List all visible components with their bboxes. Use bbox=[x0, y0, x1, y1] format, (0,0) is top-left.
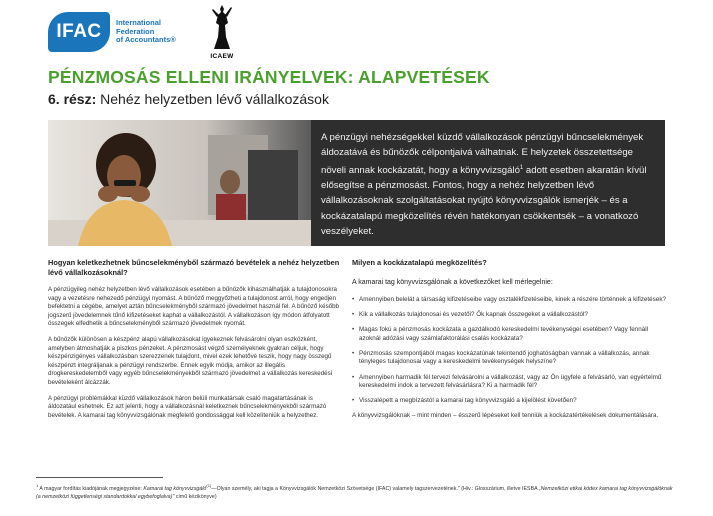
footnote bbox=[36, 482, 676, 501]
left-paragraph: A pénzügyi problémákkal küzdő vállalkozások háron belüli munkatársak csaló magatartásának is áldozatául eshetnek. Ez azt jelenti, hogy a vállalkozásnál keletkeznek bűncselekményekből származó bevételek. A kamarai tag könyvvizsgálónak megfelelő gondossággal kell közelíteniük a helyzethez. bbox=[48, 394, 327, 419]
page-header bbox=[0, 0, 713, 70]
page-subtitle bbox=[48, 91, 329, 107]
footnote-term: Kamarai tag könyvvizsgáló bbox=[143, 485, 207, 492]
hero-text-part-2: adott esetben akaratán kívül elősegítse a pénzmosást. Fontos, hogy a nehéz helyzetben lévő vállalkozásoknak szolgáltatásokat nyújtó könyvvizsgálók ismerjék – és a kockázatalapú megközelítés révén hatékonyan csökkentsék – a vonatkozó veszélyeket. bbox=[321, 164, 647, 237]
list-item: • Visszalépett a megbízástól a kamarai tag könyvvizsgáló a kijelölést követően? bbox=[352, 397, 670, 406]
subtitle-text: Nehéz helyzetben lévő vállalkozások bbox=[96, 91, 329, 107]
footnote-middle: —Olyan személy, aki tagja a Könyvvizsgálók Nemzetközi Szövetsége (IFAC) valamely tagszervezetének." (Hiv.: Glosszárium, illetve IESBA bbox=[211, 485, 539, 492]
ifac-line-2: Federation bbox=[116, 26, 155, 36]
hero-footnote-ref: 1 bbox=[519, 164, 524, 171]
footnote-number: 1 bbox=[36, 483, 39, 488]
right-intro: A kamarai tag könyvvizsgálónak a következőket kell mérlegelnie: bbox=[352, 279, 553, 286]
left-paragraph: A bűnözők különösen a készpénz alapú vállalkozásokat igyekeznek felvásárolni olyan eszközként, amelyben átmoshatják a piszkos pénzeket. A pénzmosást végző személyeknek gyakran céljuk, hogy készpénzigényes vállalkozásban szerezzenek tulajdont, mivel ezek lehetővé teszik, hogy nagy összegű készpénzt integráljanak a pénzügyi rendszerbe. Ennek egyik módja, amikor az illegális drogkereskedelemből vagy egyéb bűncselekményekből származó jövedelmet a vállalkozás kereskedési bevételeként álcázzák. bbox=[48, 335, 333, 386]
right-closing: A könyvvizsgálóknak – mint minden – ésszerű lépéseket kell tenniük a kockázatértékelések dokumentálására. bbox=[352, 412, 659, 420]
footnote-source: „Nemzetközi etikai kódex kamarai tag könyvvizsgálóknak (a nemzetközi függetlenségi standardokkal egybefoglalva)" bbox=[36, 485, 673, 500]
list-item: • Kik a vállalkozás tulajdonosai és vezetői? Ők kapnak összegeket a vállalkozástól? bbox=[352, 311, 670, 320]
ifac-wordmark bbox=[116, 19, 206, 45]
footnote-divider bbox=[36, 477, 163, 478]
list-item: • Magas fokú a pénzmosás kockázata a gazdálkodó kereskedelmi tevékenységei esetében? Vagy fennáll azoknál adózási vagy számlafaktorálási csalás kockázata? bbox=[352, 326, 670, 343]
footnote-lead: A magyar fordítás kiadójának megjegyzése: bbox=[38, 485, 144, 492]
subtitle-part: 6. rész: bbox=[48, 91, 97, 107]
icaew-crest-icon bbox=[211, 3, 233, 51]
hero-text bbox=[311, 120, 665, 246]
risk-questions-list bbox=[352, 296, 670, 406]
left-heading: Hogyan keletkezhetnek bűncselekményből származó bevételek a nehéz helyzetben lévő vállalkozásoknál? bbox=[48, 258, 340, 277]
footnote-end: című kézikönyve) bbox=[174, 493, 217, 500]
ifac-line-3: of Accountants® bbox=[116, 35, 176, 44]
left-paragraph: A pénzügyileg nehéz helyzetben lévő vállalkozások esetében a bűnözők kihasználhatják a tulajdonosokra vagy a vezetésre nehezedő pénzügyi nyomást. A bűnöző meggyőzheti a tulajdonost arról, hogy engedjen befektetni a cégébe, amelyet aztán bűncselekményből származó jövedelmet használ fel. A bűnöző később jogszerű jövedelemnek tűnő kifizetéseket kaphat a vállalkozástól. A vállalkozáson így módon átfolyatott összegek elfedhetik a bűncselekményből származó jövedelmek nyomát. bbox=[48, 286, 339, 328]
ifac-line-1: International bbox=[116, 18, 162, 27]
right-heading: Milyen a kockázatalapú megközelítés? bbox=[352, 258, 487, 267]
list-item: • Amennyiben belelát a társaság kifizetéseibe vagy osztalékfizetéseibe, kinek a részére történnek a kifizetések? bbox=[352, 296, 670, 305]
left-column bbox=[48, 258, 340, 427]
hero-photo-image bbox=[48, 120, 311, 246]
icaew-logo bbox=[205, 3, 239, 65]
page-title: PÉNZMOSÁS ELLENI IRÁNYELVEK: ALAPVETÉSEK bbox=[48, 67, 490, 87]
list-item: • Amennyiben harmadik fél tervezi felvásárolni a vállalkozást, vagy az Ön ügyfele a felvásárló, van egyértelmű kereskedelmi indok a tervezett felvásárlásra? Ki a harmadik fél? bbox=[352, 374, 670, 391]
footnote-term-ref: (1) bbox=[206, 483, 212, 488]
hero-text-part-1: A pénzügyi nehézségekkel küzdő vállalkozások pénzügyi bűncselekmények áldozatává és bűnözők célpontjaivá válhatnak. E helyzetek összetettsége növeli annak kockázatát, hogy a könyvvizsgáló bbox=[321, 132, 644, 176]
icaew-label: ICAEW bbox=[210, 53, 234, 60]
ifac-logo: IFAC bbox=[48, 12, 110, 52]
hero-banner bbox=[48, 120, 665, 246]
right-column bbox=[352, 258, 670, 421]
list-item: • Pénzmosás szempontjából magas kockázatúnak tekintendő joghatóságban vannak a vállalkozás, annak tényleges tulajdonosai vagy a kereskedelmi tevékenységek helyszíne? bbox=[352, 350, 670, 367]
